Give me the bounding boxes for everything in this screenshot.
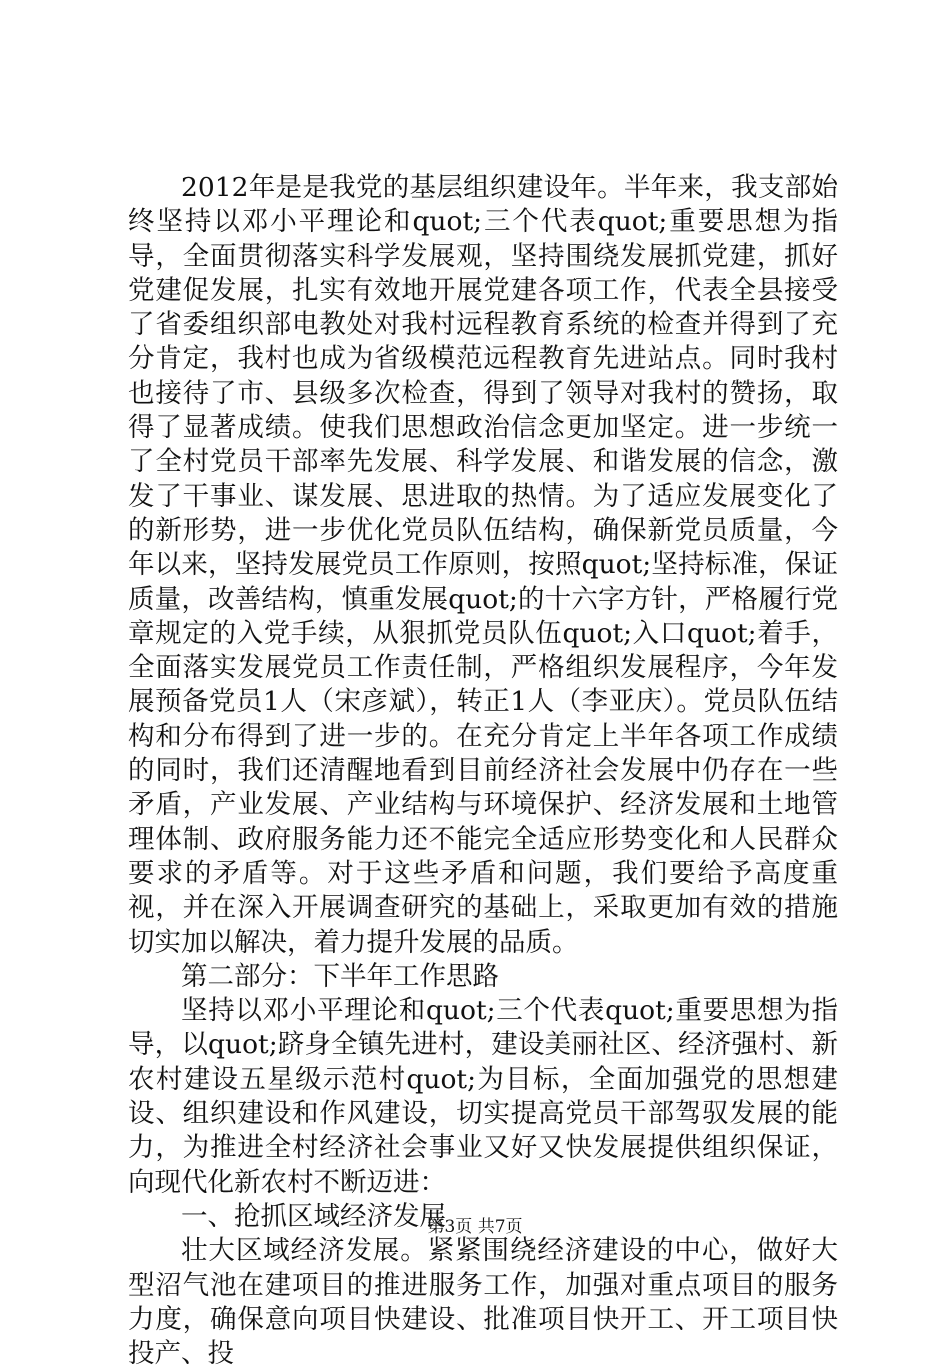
document-body: [128, 171, 838, 1371]
section-heading-regional-economy: 一、抢抓区域经济发展: [181, 1200, 446, 1232]
paragraph-regional-economy: 壮大区域经济发展。紧紧围绕经济建设的中心，做好大型沼气池在建项目的推进服务工作，加强对重点项目的服务力度，确保意向项目快建设、批准项目快开工、开工项目快投产、投: [128, 1235, 838, 1370]
section-heading-part-two: 第二部分：下半年工作思路: [181, 960, 499, 992]
paragraph-summary: 2012年是是我党的基层组织建设年。半年来，我支部始终坚持以邓小平理论和quot;三个代表quot;重要思想为指导，全面贯彻落实科学发展观，坚持围绕发展抓党建，抓好党建促发展，扎实有效地开展党建各项工作，代表全县接受了省委组织部电教处对我村远程教育系统的检查并得到了充分肯定，我村也成为省级模范远程教育先进站点。同时我村也接待了市、县级多次检查，得到了领导对我村的赞扬，取得了显著成绩。使我们思想政治信念更加坚定。进一步统一了全村党员干部率先发展、科学发展、和谐发展的信念，激发了干事业、谋发展、思进取的热情。为了适应发展变化了的新形势，进一步优化党员队伍结构，确保新党员质量，今年以来，坚持发展党员工作原则，按照quot;坚持标准，保证质量，改善结构，慎重发展quot;的十六字方针，严格履行党章规定的入党手续，从狠抓党员队伍quot;入口quot;着手，全面落实发展党员工作责任制，严格组织发展程序，今年发展预备党员1人（宋彦斌），转正1人（李亚庆）。党员队伍结构和分布得到了进一步的。在充分肯定上半年各项工作成绩的同时，我们还清醒地看到目前经济社会发展中仍存在一些矛盾，产业发展、产业结构与环境保护、经济发展和土地管理体制、政府服务能力还不能完全适应形势变化和人民群众要求的矛盾等。对于这些矛盾和问题，我们要给予高度重视，并在深入开展调查研究的基础上，采取更加有效的措施切实加以解决，着力提升发展的品质。: [128, 172, 838, 958]
page-footer: 第3页 共7页: [427, 1217, 523, 1237]
paragraph-guiding-idea: 坚持以邓小平理论和quot;三个代表quot;重要思想为指导，以quot;跻身全镇先进村，建设美丽社区、经济强村、新农村建设五星级示范村quot;为目标，全面加强党的思想建设、组织建设和作风建设，切实提高党员干部驾驭发展的能力，为推进全村经济社会事业又好又快发展提供组织保证，向现代化新农村不断迈进：: [128, 995, 838, 1198]
